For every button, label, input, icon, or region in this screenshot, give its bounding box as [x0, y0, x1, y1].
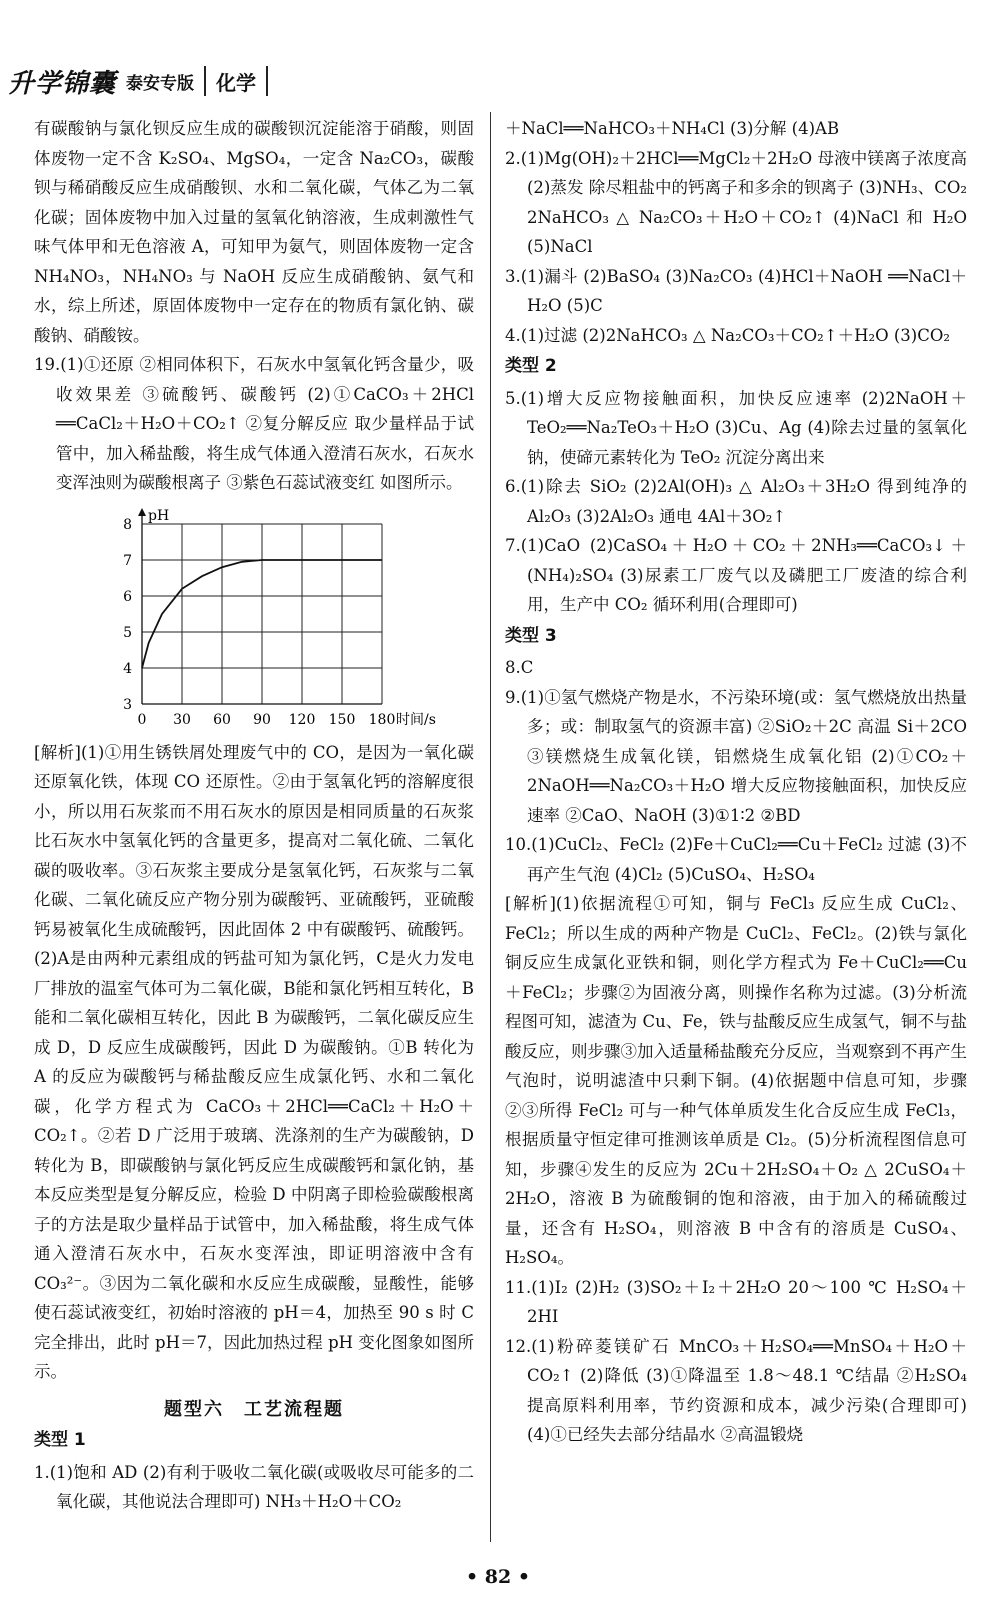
analysis-19: [解析](1)①用生锈铁屑处理废气中的 CO，是因为一氧化碳还原氧化铁，体现 CO 还原性。②由于氢氧化钙的溶解度很小，所以用石灰浆而不用石灰水的原因是相同质量的石灰浆比石灰水中氢氧化钙的含量更多，提高对二氧化硫、二氧化碳的吸收率。③石灰浆主要成分是氢氧化钙，石灰浆与二氧化碳、二氧化硫反应产物分别为碳酸钙、亚硫酸钙，亚硫酸钙易被氧化生成硫酸钙，因此固体 2 中有碳酸钙、硫酸钙。(2)A是由两种元素组成的钙盐可知为氯化钙，C是火力发电厂排放的温室气体可为二氧化碳，B能和氯化钙相互转化，B能和二氧化碳相互转化，因此 B 为碳酸钙，二氧化碳反应生成 D，D 反应生成碳酸钙，因此 D 为碳酸钠。①B 转化为 A 的反应为碳酸钙与稀盐酸反应生成氯化钙、水和二氧化碳，化学方程式为 CaCO₃＋2HCl══CaCl₂＋H₂O＋CO₂↑。②若 D 广泛用于玻璃、洗涤剂的生产为碳酸钠，D 转化为 B，即碳酸钠与氯化钙反应生成碳酸钙和氯化钠，基本反应类型是复分解反应，检验 D 中阴离子即检验碳酸根离子的方法是取少量样品于试管中，加入稀盐酸，将生成气体通入澄清石灰水中，石灰水变浑浊，即证明溶液中含有 CO₃²⁻。③因为二氧化碳和水反应生成碳酸，显酸性，能够使石蕊试液变红，初始时溶液的 pH＝4，加热至 90 s 时 C 完全排出，此时 pH＝7，因此加热过程 pH 变化图象如图所示。 — [34, 742, 474, 1381]
type-heading: 类型 2 — [505, 356, 557, 376]
y-axis-label: pH — [148, 507, 170, 524]
answer-11: 11.(1)I₂ (2)H₂ (3)SO₂＋I₂＋2H₂O 20～100 ℃ H₂SO₄＋2HI — [505, 1277, 967, 1326]
answer-line: ＋NaCl══NaHCO₃＋NH₄Cl (3)分解 (4)AB — [505, 119, 840, 138]
right-column — [505, 114, 967, 1450]
x-tick-label: 60 — [213, 711, 231, 728]
y-tick-label: 5 — [123, 624, 132, 641]
y-tick-label: 3 — [123, 696, 132, 713]
column-divider — [490, 112, 491, 1542]
answer-5: 5.(1)增大反应物接触面积，加快反应速率 (2)2NaOH＋TeO₂══Na₂TeO₃＋H₂O (3)Cu、Ag (4)除去过量的氢氧化钠，使碲元素转化为 TeO₂ 沉淀分离出来 — [505, 388, 967, 467]
edition-label: 泰安专版 — [126, 73, 195, 94]
section-title: 题型六 工艺流程题 — [164, 1398, 344, 1420]
answer-1: 1.(1)饱和 AD (2)有利于吸收二氧化碳(或吸收尽可能多的二氧化碳，其他说法合理即可) NH₃＋H₂O＋CO₂ — [34, 1462, 474, 1511]
x-tick-label: 150 — [328, 711, 356, 728]
answer-7: 7.(1)CaO (2)CaSO₄＋H₂O＋CO₂＋2NH₃══CaCO₃↓＋(NH₄)₂SO₄ (3)尿素工厂废气以及磷肥工厂废渣的综合利用，生产中 CO₂ 循环利用(合理即可) — [505, 536, 967, 614]
answer-6: 6.(1)除去 SiO₂ (2)2Al(OH)₃ △ Al₂O₃＋3H₂O 得到纯净的 Al₂O₃ (3)2Al₂O₃ 通电 4Al＋3O₂↑ — [505, 477, 967, 526]
chart-ticks — [123, 517, 436, 728]
answer-3: 3.(1)漏斗 (2)BaSO₄ (3)Na₂CO₃ (4)HCl＋NaOH ══NaCl＋H₂O (5)C — [505, 266, 967, 315]
answer-9: 9.(1)①氢气燃烧产物是水，不污染环境(或：氢气燃烧放出热量多；或：制取氢气的资源丰富) ②SiO₂＋2C 高温 Si＋2CO ③镁燃烧生成氧化镁，铝燃烧生成氧化铝 (2)①CO₂＋2NaOH══Na₂CO₃＋H₂O 增大反应物接触面积，加快反应速率 ②CaO、NaOH (3)①1∶2 ②BD — [505, 687, 967, 825]
subject-label: 化学 — [216, 70, 257, 95]
x-tick-label: 90 — [253, 711, 271, 728]
x-tick-label: 120 — [288, 711, 316, 728]
y-tick-label: 4 — [123, 660, 132, 677]
paragraph: 有碳酸钠与氯化钡反应生成的碳酸钡沉淀能溶于硝酸，则固体废物一定不含 K₂SO₄、MgSO₄，一定含 Na₂CO₃，碳酸钡与稀硝酸反应生成硝酸钡、水和二氧化碳，气体乙为二氧化碳；固体废物中加入过量的氢氧化钠溶液，生成刺激性气味气体甲和无色溶液 A，可知甲为氨气，则固体废物一定含 NH₄NO₃，NH₄NO₃ 与 NaOH 反应生成硝酸钠、氨气和水，综上所述，原固体废物中一定存在的物质有氯化钠、碳酸钠、硝酸铵。 — [34, 119, 474, 345]
brand-logo: 升学锦囊 — [8, 68, 117, 99]
type-heading: 类型 1 — [34, 1430, 86, 1450]
y-tick-label: 7 — [123, 552, 132, 569]
header-divider-2 — [266, 66, 268, 96]
answer-8: 8.C — [505, 658, 534, 677]
answer-4: 4.(1)过滤 (2)2NaHCO₃ △ Na₂CO₃＋CO₂↑＋H₂O (3)CO₂ — [505, 325, 951, 345]
x-axis-label: 时间/s — [396, 711, 436, 728]
page-header — [8, 62, 308, 100]
answer-12: 12.(1)粉碎菱镁矿石 MnCO₃＋H₂SO₄══MnSO₄＋H₂O＋CO₂↑ (2)降低 (3)①降温至 1.8～48.1 ℃结晶 ②H₂SO₄ 提高原料利用率，节约资源和成本，减少污染(合理即可) (4)①已经失去部分结晶水 ②高温锻烧 — [505, 1336, 967, 1444]
y-axis-arrow — [138, 508, 146, 516]
page-number: • 82 • — [466, 1566, 530, 1588]
y-tick-label: 6 — [123, 588, 132, 605]
x-tick-label: 30 — [173, 711, 191, 728]
answer-10: 10.(1)CuCl₂、FeCl₂ (2)Fe＋CuCl₂══Cu＋FeCl₂ 过滤 (3)不再产生气泡 (4)Cl₂ (5)CuSO₄、H₂SO₄ — [505, 835, 967, 884]
header-divider — [204, 66, 206, 96]
chart-axes — [138, 508, 382, 704]
left-column — [34, 114, 474, 1517]
type-heading: 类型 3 — [505, 625, 557, 646]
x-tick-label: 180 — [368, 711, 396, 728]
analysis-10: [解析](1)依据流程①可知，铜与 FeCl₃ 反应生成 CuCl₂、FeCl₂；所以生成的两种产物是 CuCl₂、FeCl₂。(2)铁与氯化铜反应生成氯化亚铁和铜，则化学方程式为 Fe＋CuCl₂══Cu＋FeCl₂；步骤②为固液分离，则操作名称为过滤。(3)分析流程图可知，滤渣为 Cu、Fe，铁与盐酸反应生成氢气，铜不与盐酸反应，则步骤③加入适量稀盐酸充分反应，当观察到不再产生气泡时，说明滤渣中只剩下铜。(4)依据题中信息可知，步骤②③所得 FeCl₂ 可与一种气体单质发生化合反应生成 FeCl₃，根据质量守恒定律可推测该单质是 Cl₂。(5)分析流程图信息可知，步骤④发生的反应为 2Cu＋2H₂SO₄＋O₂ △ 2CuSO₄＋2H₂O，溶液 B 为硫酸铜的饱和溶液，由于加入的稀硫酸过量，还含有 H₂SO₄，则溶液 B 中含有的溶质是 CuSO₄、H₂SO₄。 — [505, 894, 967, 1267]
ph-chart — [92, 504, 436, 734]
chart-grid — [142, 524, 382, 704]
answer-19: 19.(1)①还原 ②相同体积下，石灰水中氢氧化钙含量少，吸收效果差 ③硫酸钙、碳酸钙 (2)①CaCO₃＋2HCl ══CaCl₂＋H₂O＋CO₂↑ ②复分解反应 取少量样品于试管中，加入稀盐酸，将生成气体通入澄清石灰水，石灰水变浑浊则为碳酸根离子 ③紫色石蕊试液变红 如图所示。 — [34, 355, 474, 492]
y-tick-label: 8 — [123, 516, 132, 533]
answer-2: 2.(1)Mg(OH)₂＋2HCl══MgCl₂＋2H₂O 母液中镁离子浓度高 (2)蒸发 除尽粗盐中的钙离子和多余的钡离子 (3)NH₃、CO₂ 2NaHCO₃ △ Na₂CO₃＋H₂O＋CO₂↑ (4)NaCl 和 H₂O (5)NaCl — [505, 148, 967, 256]
x-tick-label: 0 — [137, 711, 147, 728]
